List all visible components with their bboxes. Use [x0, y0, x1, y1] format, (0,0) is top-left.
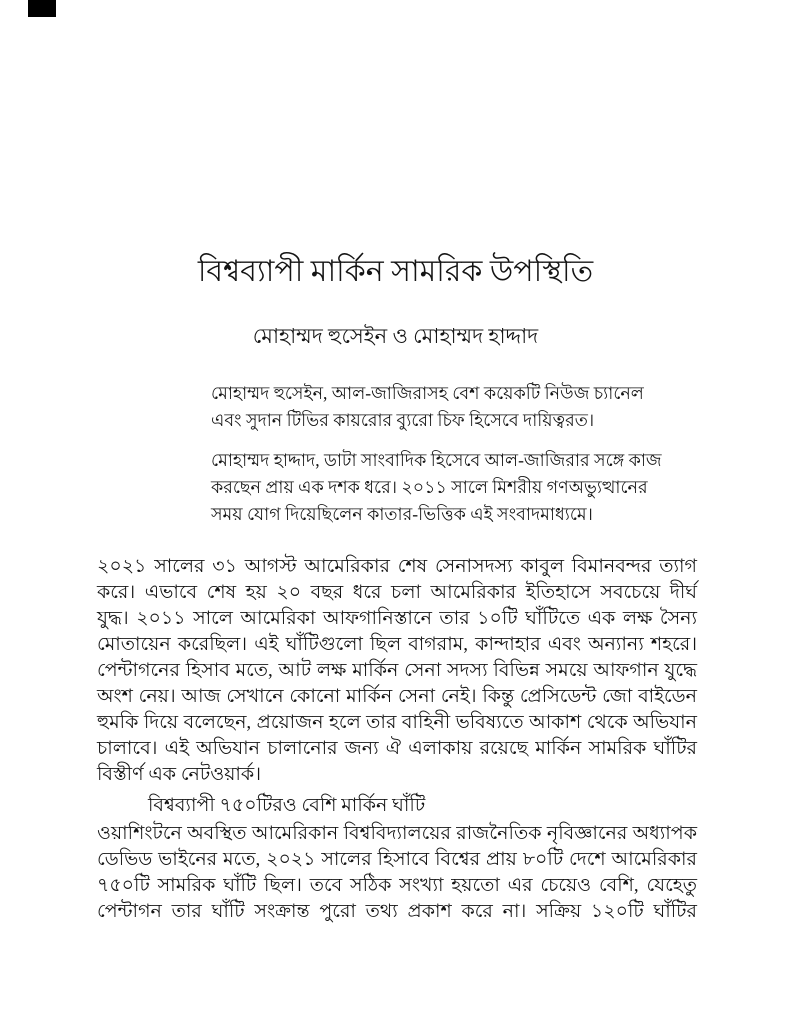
body-line: অংশ নেয়। আজ সেখানে কোনো মার্কিন সেনা নেই। কিন্তু প্রেসিডেন্ট জো বাইডেন	[97, 686, 697, 707]
body-line: ডেভিড ভাইনের মতে, ২০২১ সালের হিসাবে বিশ্বের প্রায় ৮০টি দেশে আমেরিকার	[97, 849, 697, 870]
author-bio-haddad	[211, 447, 662, 528]
body-line: মোতায়েন করেছিল। এই ঘাঁটিগুলো ছিল বাগরাম, কান্দাহার এবং অন্যান্য শহরে।	[97, 634, 697, 655]
body-line: পেন্টাগনের হিসাব মতে, আট লক্ষ মার্কিন সেনা সদস্য বিভিন্ন সময়ে আফগান যুদ্ধে	[97, 660, 697, 681]
body-line: ২০২১ সালের ৩১ আগস্ট আমেরিকার শেষ সেনাসদস্য কাবুল বিমানবন্দর ত্যাগ	[97, 556, 697, 577]
bio-line: এবং সুদান টিভির কায়রোর ব্যুরো চিফ হিসেবে দায়িত্বরত।	[211, 410, 595, 430]
bio-line: সময় যোগ দিয়েছিলেন কাতার-ভিত্তিক এই সংবাদমাধ্যমে।	[211, 504, 593, 524]
body-line: বিস্তীর্ণ এক নেটওয়ার্ক।	[97, 764, 262, 785]
bio-line: মোহাম্মদ হুসেইন, আল-জাজিরাসহ বেশ কয়েকটি নিউজ চ্যানেল	[211, 383, 644, 403]
body-line: হুমকি দিয়ে বলেছেন, প্রয়োজন হলে তার বাহিনী ভবিষ্যতে আকাশ থেকে অভিযান	[97, 712, 697, 733]
author-bio-hussain	[211, 380, 644, 434]
body-line: ওয়াশিংটনে অবস্থিত আমেরিকান বিশ্ববিদ্যালয়ের রাজনৈতিক নৃবিজ্ঞানের অধ্যাপক	[97, 823, 697, 844]
body-line: পেন্টাগন তার ঘাঁটি সংক্রান্ত পুরো তথ্য প্রকাশ করে না। সক্রিয় ১২০টি ঘাঁটির	[97, 901, 697, 922]
body-line: করে। এভাবে শেষ হয় ২০ বছর ধরে চলা আমেরিকার ইতিহাসে সবচেয়ে দীর্ঘ	[97, 582, 697, 603]
body-line: ৭৫০টি সামরিক ঘাঁটি ছিল। তবে সঠিক সংখ্যা হয়তো এর চেয়েও বেশি, যেহেতু	[97, 875, 697, 896]
author-bio-block	[211, 380, 662, 528]
body-paragraph-1	[97, 554, 697, 788]
scan-artifact-mark	[28, 0, 56, 17]
article-body	[97, 554, 697, 925]
article-title: বিশ্বব্যাপী মার্কিন সামরিক উপস্থিতি	[197, 255, 594, 288]
body-line: যুদ্ধ। ২০১১ সালে আমেরিকা আফগানিস্তানে তার ১০টি ঘাঁটিতে এক লক্ষ সৈন্য	[97, 608, 697, 629]
body-line: চালাবে। এই অভিযান চালানোর জন্য ঐ এলাকায় রয়েছে মার্কিন সামরিক ঘাঁটির	[97, 738, 697, 759]
section-heading: বিশ্বব্যাপী ৭৫০টিরও বেশি মার্কিন ঘাঁটি	[148, 795, 426, 816]
article-byline: মোহাম্মদ হুসেইন ও মোহাম্মদ হাদ্দাদ	[252, 324, 539, 348]
bio-line: করছেন প্রায় এক দশক ধরে। ২০১১ সালে মিশরীয় গণঅভ্যুত্থানের	[211, 477, 648, 497]
bio-line: মোহাম্মদ হাদ্দাদ, ডাটা সাংবাদিক হিসেবে আল-জাজিরার সঙ্গে কাজ	[211, 450, 662, 470]
body-paragraph-2	[97, 821, 697, 925]
